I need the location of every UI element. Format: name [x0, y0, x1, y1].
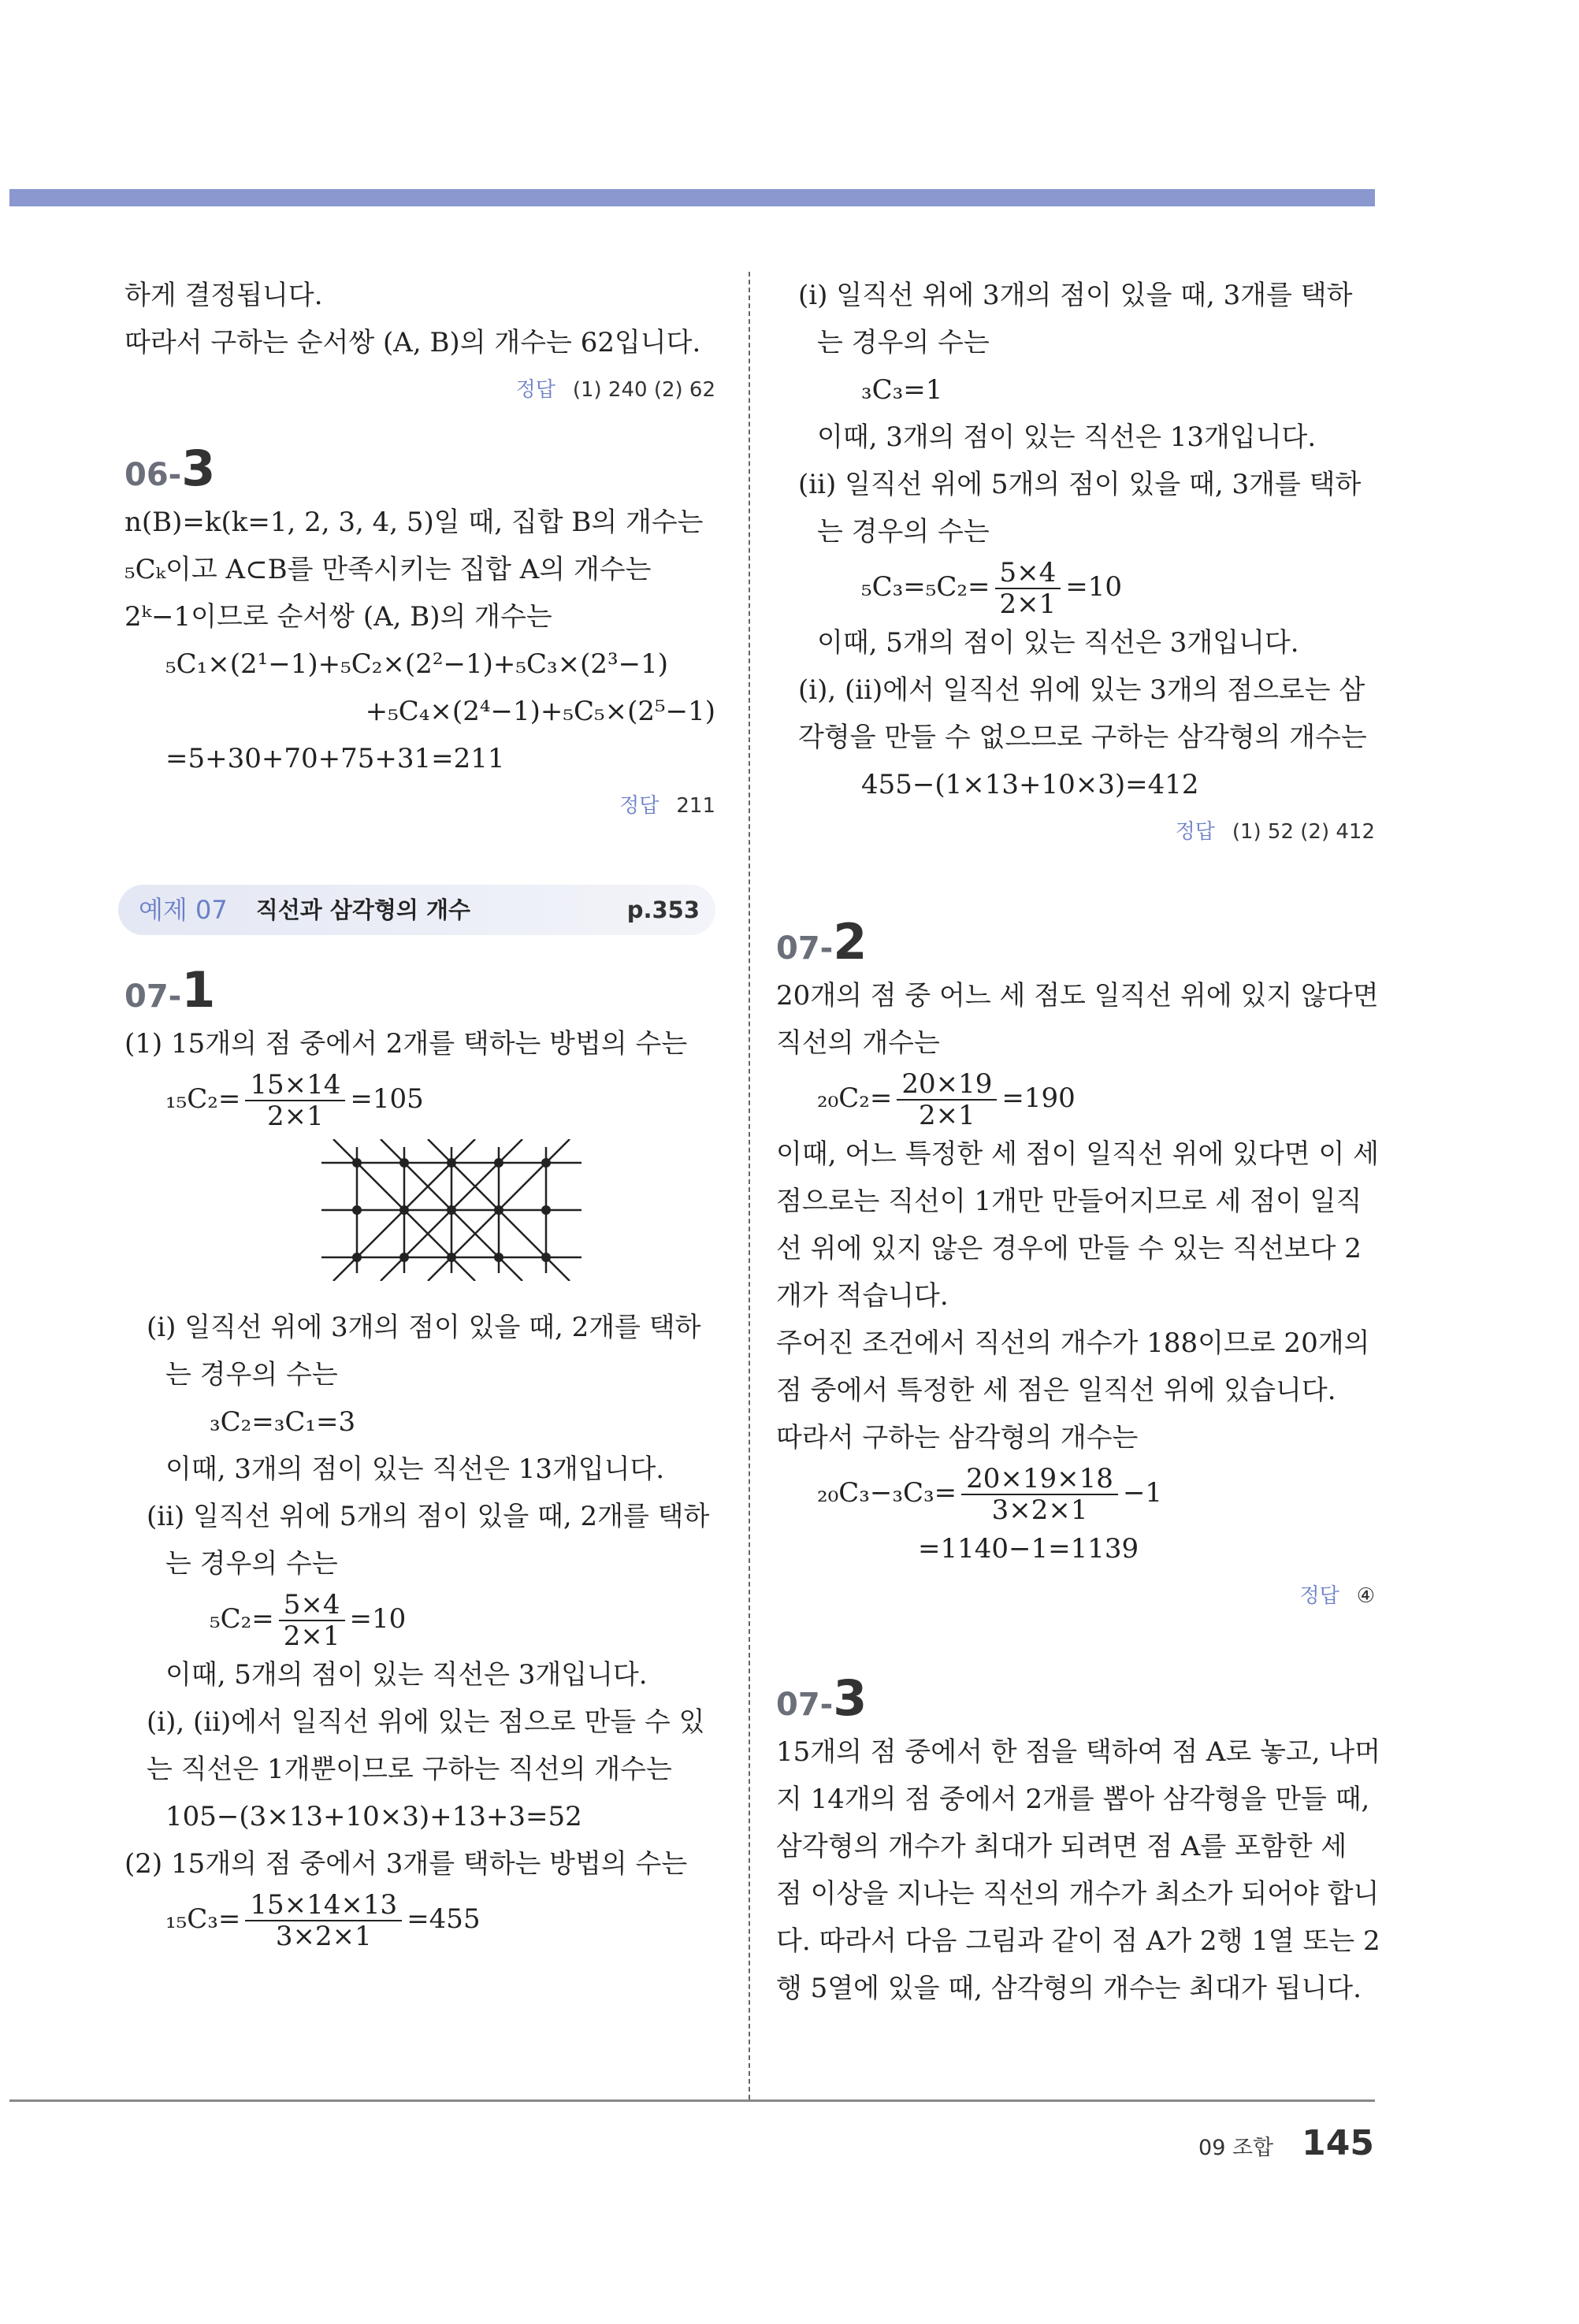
fraction-equation — [776, 1067, 1375, 1130]
text-line: (1) 15개의 점 중에서 2개를 택하는 방법의 수는 — [124, 1028, 688, 1060]
answer-label: 정답 — [515, 378, 555, 402]
section-number: 3 — [181, 440, 216, 497]
text-line: ₅Cₖ이고 A⊂B를 만족시키는 집합 A의 개수는 — [124, 554, 652, 585]
text-line: 이때, 3개의 점이 있는 직선은 13개입니다. — [165, 1453, 665, 1485]
equation: ₃C₃=1 — [861, 374, 943, 406]
fraction-denominator: 2×1 — [999, 588, 1057, 620]
text-line: 점 중에서 특정한 세 점은 일직선 위에 있습니다. — [776, 1375, 1336, 1406]
text-line: 선 위에 있지 않은 경우에 만들 수 있는 직선보다 2 — [776, 1233, 1362, 1264]
text-line: 는 경우의 수는 — [817, 327, 990, 358]
fraction-equation — [124, 1888, 715, 1951]
section-number: 1 — [181, 961, 216, 1019]
fraction-equation — [124, 1587, 715, 1651]
text-line: 다. 따라서 다음 그림과 같이 점 A가 2행 1열 또는 2 — [776, 1925, 1380, 1957]
section-prefix: 07- — [776, 930, 834, 967]
answer-value: ④ — [1356, 1584, 1375, 1608]
text-line: 2ᵏ−1이므로 순서쌍 (A, B)의 개수는 — [124, 601, 552, 633]
text-line: 는 직선은 1개뿐이므로 구하는 직선의 개수는 — [147, 1754, 672, 1785]
left-column — [124, 272, 715, 1951]
equation: ₅C₁×(2¹−1)+₅C₂×(2²−1)+₅C₃×(2³−1) — [165, 648, 668, 680]
text-line: (ⅱ) 일직선 위에 5개의 점이 있을 때, 2개를 택하 — [147, 1501, 710, 1532]
section-heading-07-3 — [776, 1669, 1375, 1728]
text-line: (ⅰ) 일직선 위에 3개의 점이 있을 때, 2개를 택하 — [147, 1312, 701, 1343]
fraction-denominator: 2×1 — [919, 1100, 975, 1131]
column-divider — [749, 272, 750, 2099]
eq-lhs: ₂₀C₃−₃C₃= — [817, 1477, 957, 1509]
answer-value: (1) 52 (2) 412 — [1232, 820, 1375, 844]
text-line: (ⅱ) 일직선 위에 5개의 점이 있을 때, 3개를 택하 — [798, 469, 1362, 500]
text-line: 직선의 개수는 — [776, 1027, 940, 1059]
text-line: 는 경우의 수는 — [165, 1548, 338, 1580]
fraction-equation — [124, 1067, 715, 1131]
page-number: 145 — [1302, 2123, 1374, 2163]
fraction-numerator: 5×4 — [279, 1590, 345, 1621]
text-line: 따라서 구하는 삼각형의 개수는 — [776, 1422, 1139, 1453]
text-line: 이때, 5개의 점이 있는 직선은 3개입니다. — [165, 1659, 648, 1691]
text-line: 이때, 3개의 점이 있는 직선은 13개입니다. — [817, 421, 1317, 453]
example-tag: 예제 07 — [139, 895, 228, 925]
text-line: 각형을 만들 수 없으므로 구하는 삼각형의 개수는 — [798, 722, 1367, 753]
fraction-denominator: 2×1 — [283, 1620, 340, 1652]
equation: +₅C₄×(2⁴−1)+₅C₅×(2⁵−1) — [365, 696, 715, 727]
fraction-denominator: 3×2×1 — [275, 1921, 372, 1952]
section-heading-07-2 — [776, 913, 1375, 972]
text-line: n(B)=k(k=1, 2, 3, 4, 5)일 때, 집합 B의 개수는 — [124, 507, 704, 538]
eq-rhs: =190 — [1001, 1082, 1076, 1114]
dot-grid-figure — [321, 1139, 581, 1281]
text-line: 개가 적습니다. — [776, 1280, 949, 1312]
fraction-numerator: 20×19 — [897, 1069, 997, 1101]
section-number: 3 — [833, 1669, 868, 1727]
answer-line — [124, 366, 715, 414]
fraction-numerator: 20×19×18 — [961, 1464, 1118, 1495]
section-prefix: 07- — [776, 1687, 834, 1723]
section-prefix: 06- — [124, 457, 182, 493]
text-line: 이때, 어느 특정한 세 점이 일직선 위에 있다면 이 세 — [776, 1138, 1379, 1170]
text-line: 는 경우의 수는 — [817, 516, 990, 548]
eq-lhs: ₂₀C₂= — [817, 1082, 893, 1114]
answer-value: 211 — [676, 794, 715, 818]
eq-rhs: =10 — [1065, 571, 1123, 603]
fraction — [897, 1069, 997, 1130]
eq-rhs: =105 — [350, 1083, 424, 1115]
text-line: 15개의 점 중에서 한 점을 택하여 점 A로 놓고, 나머 — [776, 1736, 1381, 1768]
page-footer — [1198, 2123, 1374, 2163]
example-banner — [118, 885, 715, 935]
eq-lhs: ₁₅C₂= — [165, 1083, 241, 1115]
text-line: 점 이상을 지나는 직선의 개수가 최소가 되어야 합니 — [776, 1878, 1380, 1910]
eq-lhs: ₅C₃=₅C₂= — [861, 571, 990, 603]
eq-lhs: ₅C₂= — [210, 1603, 274, 1635]
text-line: 따라서 구하는 순서쌍 (A, B)의 개수는 62입니다. — [124, 327, 701, 358]
answer-line — [124, 782, 715, 830]
answer-line — [776, 808, 1375, 856]
right-column — [776, 272, 1381, 2012]
chapter-label: 09 조합 — [1198, 2136, 1274, 2160]
text-line: (ⅰ), (ⅱ)에서 일직선 위에 있는 점으로 만들 수 있 — [147, 1706, 705, 1738]
fraction — [995, 558, 1061, 619]
fraction-numerator: 5×4 — [995, 558, 1061, 589]
fraction — [961, 1464, 1118, 1525]
answer-value: (1) 240 (2) 62 — [572, 378, 715, 402]
fraction-equation — [776, 1461, 1375, 1525]
header-bar — [9, 189, 1375, 206]
fraction-denominator: 3×2×1 — [991, 1494, 1088, 1526]
section-heading-07-1 — [124, 961, 715, 1020]
example-page: p.353 — [626, 897, 700, 923]
fraction-numerator: 15×14 — [245, 1070, 345, 1101]
fraction — [279, 1590, 345, 1651]
fraction-numerator: 15×14×13 — [245, 1890, 402, 1921]
text-line: 삼각형의 개수가 최대가 되려면 점 A를 포함한 세 — [776, 1831, 1347, 1862]
equation: =1140−1=1139 — [918, 1533, 1139, 1565]
fraction — [245, 1890, 402, 1951]
answer-label: 정답 — [1299, 1584, 1339, 1608]
section-prefix: 07- — [124, 978, 182, 1015]
fraction-equation — [776, 555, 1375, 619]
eq-rhs: −1 — [1122, 1477, 1163, 1509]
text-line: (ⅰ) 일직선 위에 3개의 점이 있을 때, 3개를 택하 — [798, 280, 1353, 311]
answer-label: 정답 — [1175, 820, 1215, 844]
text-line: 행 5열에 있을 때, 삼각형의 개수는 최대가 됩니다. — [776, 1973, 1362, 2004]
text-line: (ⅰ), (ⅱ)에서 일직선 위에 있는 3개의 점으로는 삼 — [798, 674, 1365, 706]
equation: ₃C₂=₃C₁=3 — [210, 1406, 356, 1438]
example-title: 직선과 삼각형의 개수 — [255, 897, 471, 923]
eq-rhs: =10 — [349, 1603, 407, 1635]
equation: 105−(3×13+10×3)+13+3=52 — [165, 1801, 582, 1832]
equation: =5+30+70+75+31=211 — [165, 743, 505, 774]
fraction — [245, 1070, 345, 1131]
answer-line — [776, 1572, 1375, 1620]
text-line: 는 경우의 수는 — [165, 1359, 338, 1390]
section-number: 2 — [833, 913, 868, 971]
text-line: 지 14개의 점 중에서 2개를 뽑아 삼각형을 만들 때, — [776, 1784, 1370, 1815]
answer-label: 정답 — [619, 794, 659, 818]
text-line: (2) 15개의 점 중에서 3개를 택하는 방법의 수는 — [124, 1848, 688, 1880]
eq-rhs: =455 — [407, 1903, 481, 1935]
text-line: 20개의 점 중 어느 세 점도 일직선 위에 있지 않다면 — [776, 980, 1379, 1012]
section-heading-06-3 — [124, 440, 715, 499]
text-line: 주어진 조건에서 직선의 개수가 188이므로 20개의 — [776, 1327, 1370, 1359]
fraction-denominator: 2×1 — [267, 1101, 324, 1132]
text-line: 하게 결정됩니다. — [124, 280, 323, 311]
text-line: 이때, 5개의 점이 있는 직선은 3개입니다. — [817, 627, 1299, 659]
footer-rule — [9, 2099, 1375, 2102]
equation: 455−(1×13+10×3)=412 — [861, 769, 1199, 800]
text-line: 점으로는 직선이 1개만 만들어지므로 세 점이 일직 — [776, 1186, 1362, 1217]
eq-lhs: ₁₅C₃= — [165, 1903, 241, 1935]
